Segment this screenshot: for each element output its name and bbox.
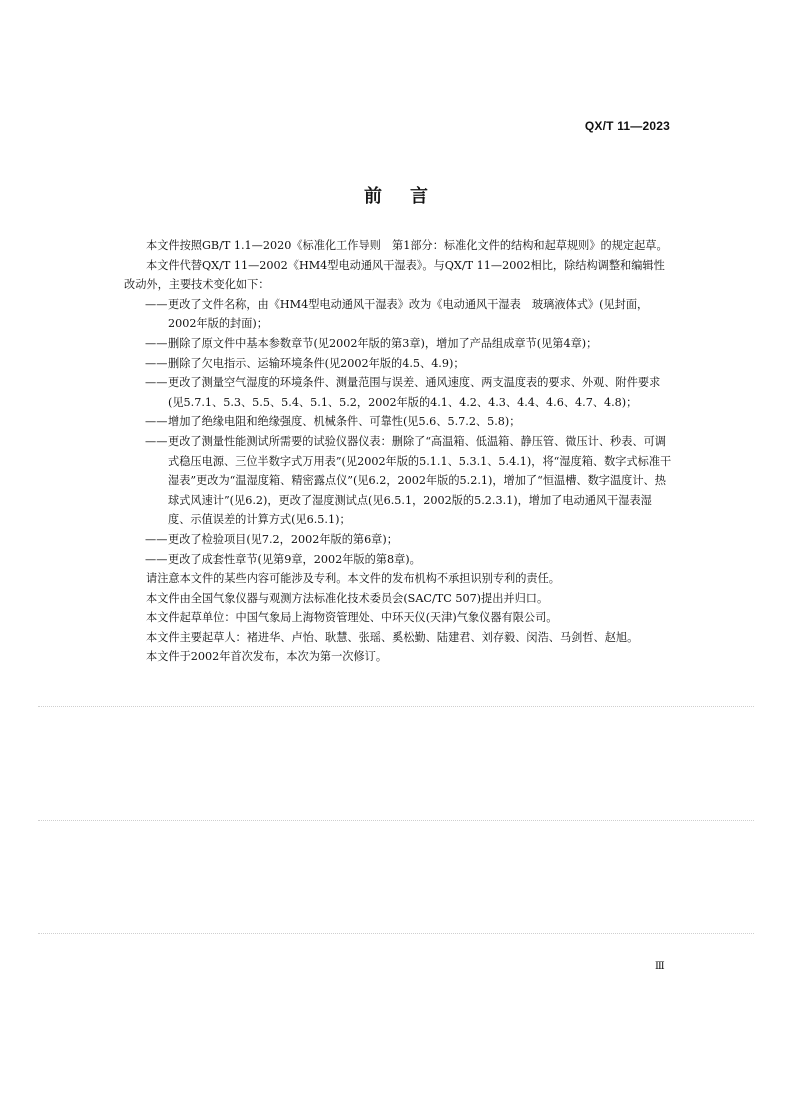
- paragraph-drafting-rules: 本文件按照GB/T 1.1—2020《标准化工作导则 第1部分：标准化文件的结构和起草规则》的规定起草。: [146, 239, 668, 252]
- list-item-text: 更改了测量空气湿度的环境条件、测量范围与误差、通风速度、两支温度表的要求、外观、附件要求(见5.7.1、5.3、5.5、5.4、5.1、5.2，2002年版的4.1、4.2、4.3、4.4、4.6、4.7、4.8)；: [168, 376, 661, 409]
- list-item-text: 更改了检验项目(见7.2，2002年版的第6章)；: [168, 532, 398, 546]
- list-item: [124, 550, 672, 570]
- dash-marker: ——: [145, 552, 168, 566]
- dash-marker: ——: [145, 356, 168, 370]
- dash-marker: ——: [145, 297, 168, 311]
- paragraph-proposer: 本文件由全国气象仪器与观测方法标准化技术委员会(SAC/TC 507)提出并归口。: [146, 591, 549, 605]
- dash-marker: ——: [145, 376, 168, 390]
- paragraph-replacement: 本文件代替QX/T 11—2002《HM4型电动通风干湿表》。与QX/T 11—2002相比，除结构调整和编辑性改动外，主要技术变化如下：: [124, 258, 665, 292]
- list-item: [124, 432, 672, 530]
- list-item-text: 更改了测量性能测试所需要的试验仪器仪表：删除了“高温箱、低温箱、静压管、微压计、秒表、可调式稳压电源、三位半数字式万用表”(见2002年版的5.1.1、5.3.1、5.4.1)，将“湿度箱、数字式标准干湿表”更改为“温湿度箱、精密露点仪”(见6.2，2002年版的5.2.1)，增加了“恒温槽、数字温度计、热球式风速计”(见6.2)，更改了湿度测试点(见6.5.1，2002版的5.2.3.1)，增加了电动通风干湿表湿度、示值误差的计算方式(见6.5.1)；: [168, 434, 672, 527]
- list-item: [124, 530, 672, 550]
- paragraph-history: 本文件于2002年首次发布，本次为第一次修订。: [146, 650, 388, 664]
- document-code: QX/T 11—2023: [584, 119, 670, 133]
- change-list: [124, 295, 672, 569]
- list-item-text: 增加了绝缘电阻和绝缘强度、机械条件、可靠性(见5.6、5.7.2、5.8)；: [168, 415, 521, 429]
- dash-marker: ——: [145, 434, 168, 448]
- list-item: [124, 373, 672, 412]
- dash-marker: ——: [145, 336, 168, 350]
- list-item: [124, 412, 672, 432]
- dash-marker: ——: [145, 532, 168, 546]
- list-item-text: 更改了文件名称，由《HM4型电动通风干湿表》改为《电动通风干湿表 玻璃液体式》(见封面，2002年版的封面)；: [168, 297, 649, 331]
- dotted-divider: [38, 820, 754, 821]
- list-item: [124, 354, 672, 374]
- list-item-text: 更改了成套性章节(见第9章，2002年版的第8章)。: [168, 552, 421, 566]
- paragraph-drafters: 本文件主要起草人：褚进华、卢怡、耿慧、张瑶、奚松勤、陆建君、刘存毅、闵浩、马剑哲、赵旭。: [146, 630, 639, 644]
- list-item-text: 删除了欠电指示、运输环境条件(见2002年版的4.5、4.9)；: [168, 356, 465, 370]
- document-body: [124, 236, 672, 667]
- dotted-divider: [38, 933, 754, 934]
- dotted-divider: [38, 706, 754, 707]
- list-item-text: 删除了原文件中基本参数章节(见2002年版的第3章)，增加了产品组成章节(见第4章)；: [168, 336, 598, 350]
- list-item: [124, 334, 672, 354]
- paragraph-patent-notice: 请注意本文件的某些内容可能涉及专利。本文件的发布机构不承担识别专利的责任。: [146, 572, 560, 586]
- paragraph-drafting-units: 本文件起草单位：中国气象局上海物资管理处、中环天仪(天津)气象仪器有限公司。: [146, 611, 558, 625]
- list-item: [124, 295, 672, 334]
- page-number: Ⅲ: [655, 961, 665, 972]
- page-title: 前言: [364, 186, 456, 207]
- dash-marker: ——: [145, 415, 168, 429]
